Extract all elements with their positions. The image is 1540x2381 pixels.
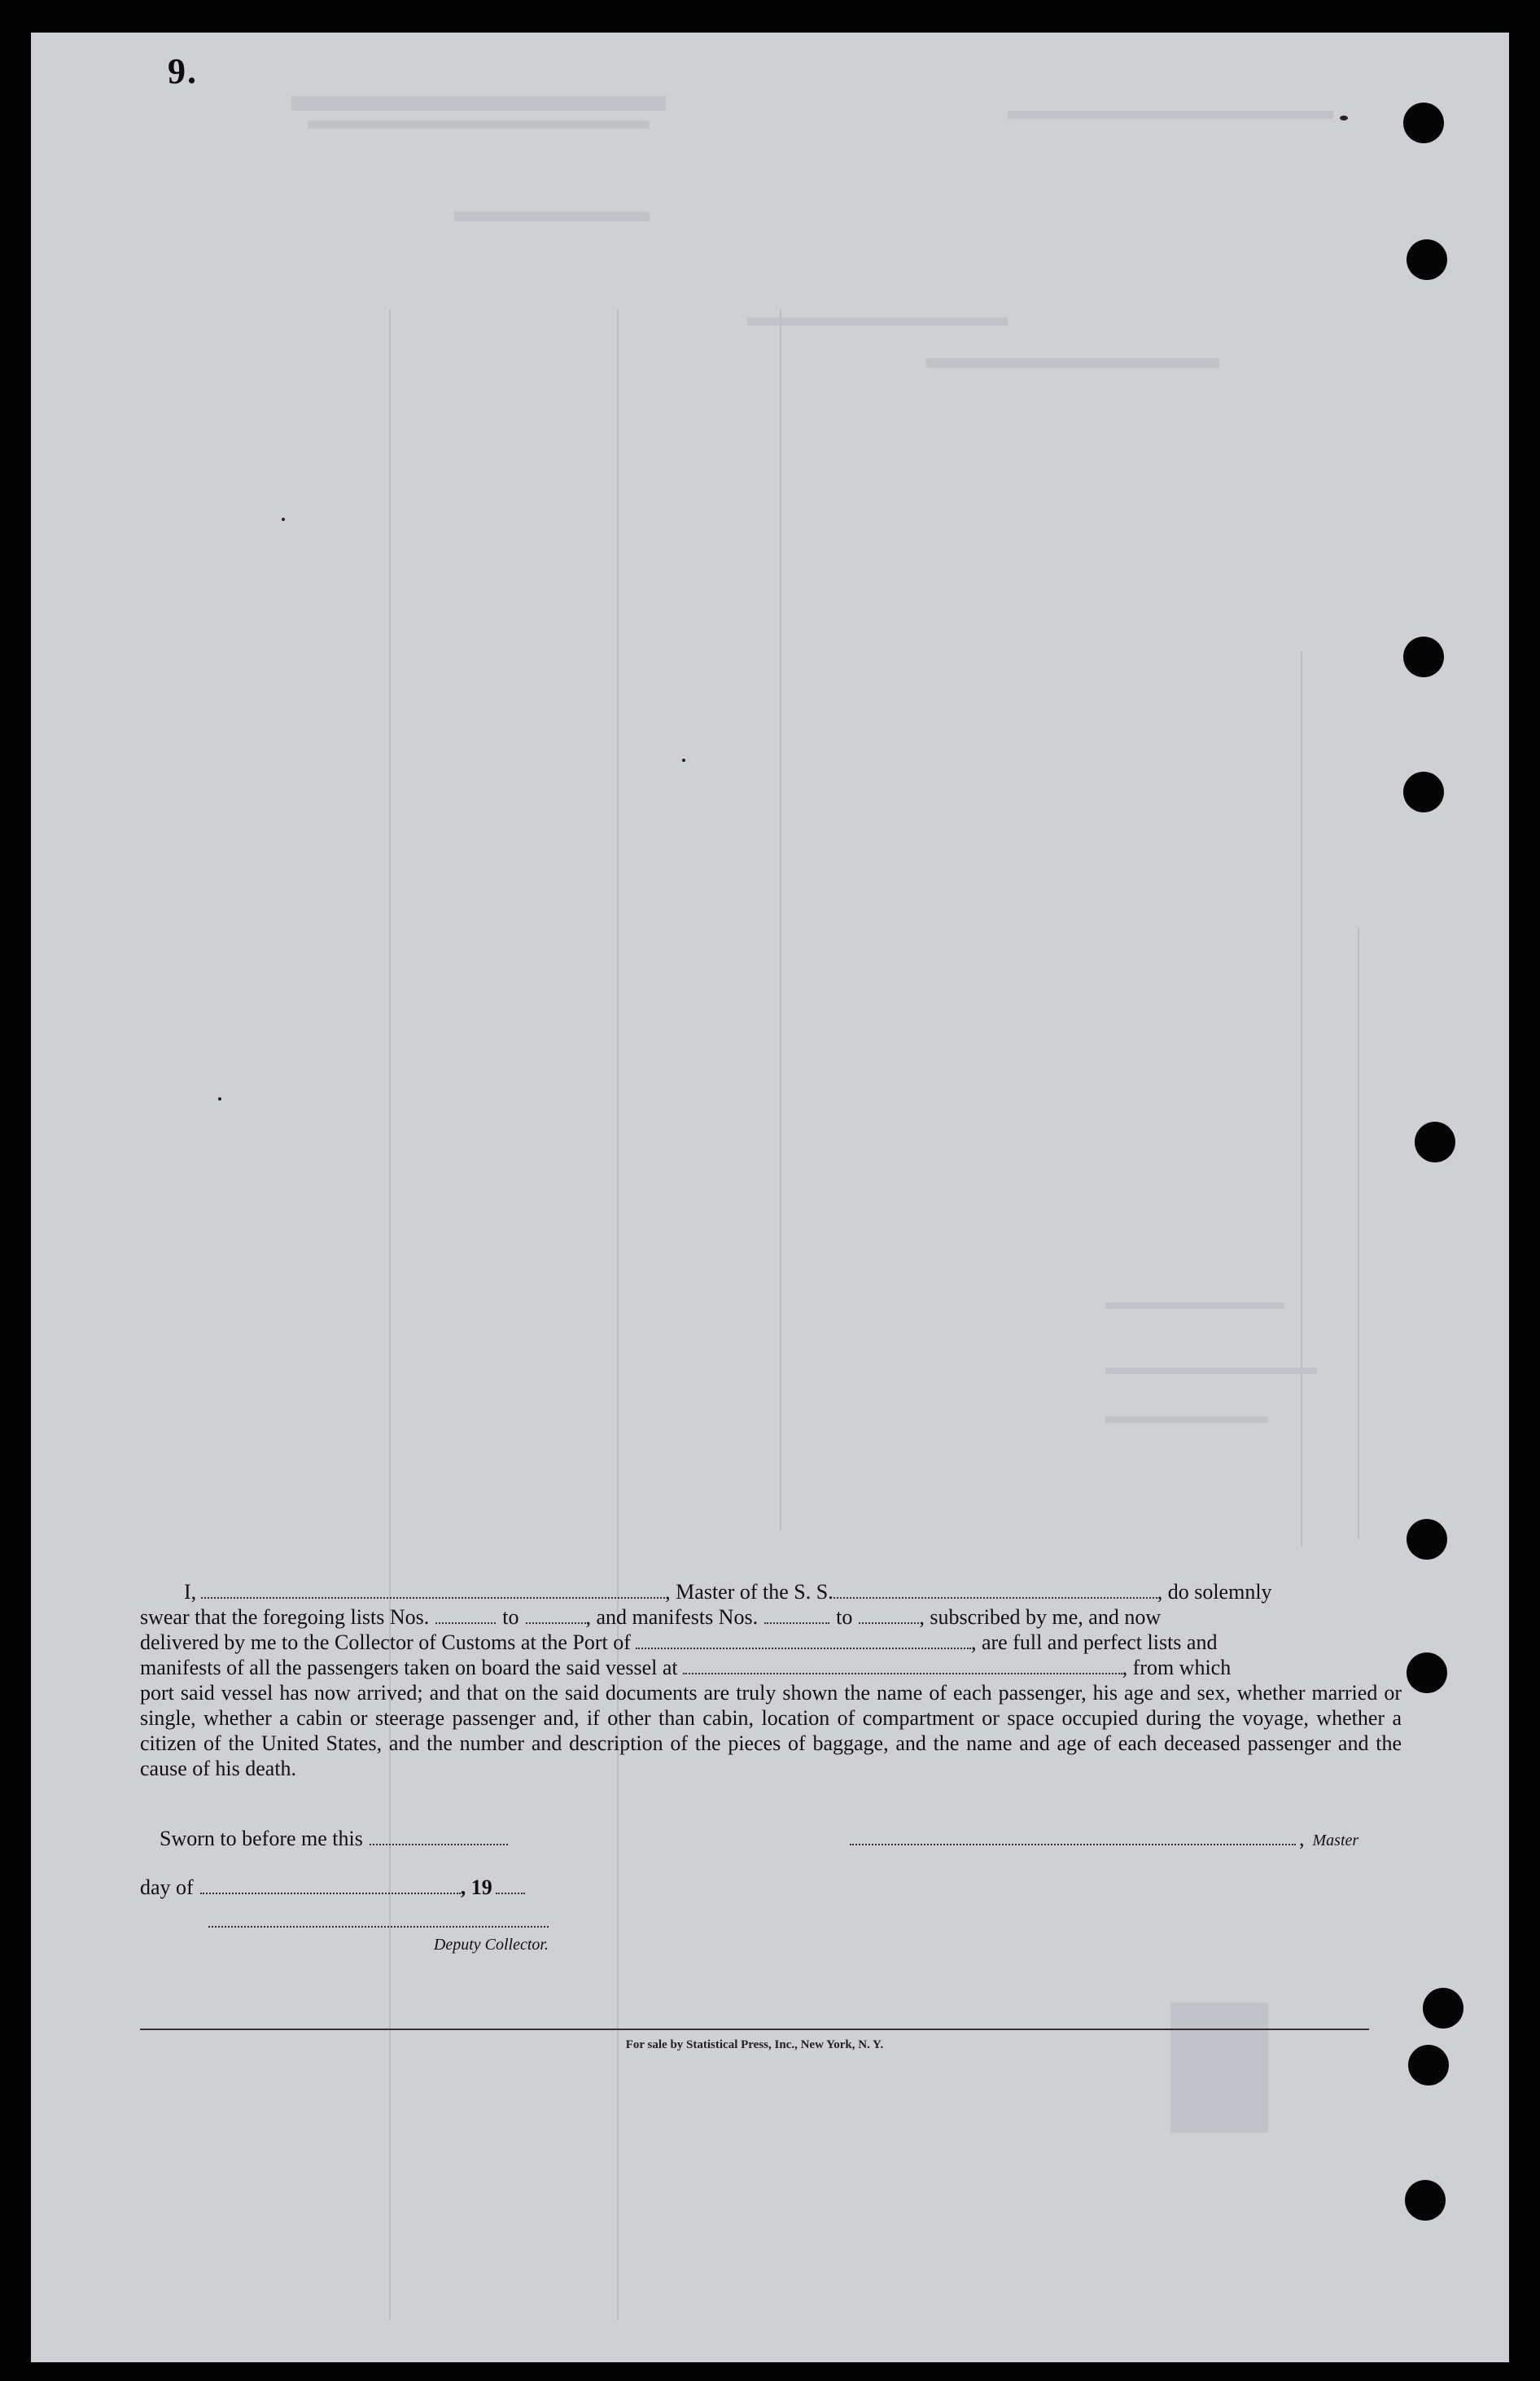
oath-line-3	[140, 1630, 1402, 1655]
punch-hole	[1405, 2180, 1446, 2221]
punch-hole	[1407, 1519, 1447, 1560]
manifest-from-field[interactable]	[764, 1606, 829, 1624]
ink-speck	[1340, 116, 1348, 120]
bleed-through-mark	[1105, 1302, 1284, 1309]
master-signature-field[interactable]	[850, 1827, 1296, 1845]
sworn-label: Sworn to before me this	[160, 1827, 363, 1850]
port-field[interactable]	[636, 1631, 971, 1649]
bleed-through-header	[747, 317, 1008, 326]
printer-imprint: For sale by Statistical Press, Inc., New York, N. Y.	[625, 2038, 884, 2051]
list-to-field[interactable]	[526, 1606, 586, 1624]
bleed-through-rule	[389, 309, 391, 2320]
ink-speck	[218, 1097, 221, 1101]
ink-speck	[282, 518, 285, 521]
punch-hole	[1407, 1652, 1447, 1693]
bleed-through-header	[308, 120, 650, 129]
ink-speck	[682, 759, 685, 762]
bleed-through-rule	[1358, 928, 1359, 1538]
oath-text: , Master of the S. S.	[665, 1580, 833, 1604]
oath-text: , subscribed by me, and now	[919, 1605, 1162, 1629]
oath-line-2	[140, 1604, 1402, 1630]
punch-hole	[1407, 239, 1447, 280]
oath-text: , and manifests Nos.	[585, 1605, 759, 1629]
punch-hole	[1408, 2045, 1449, 2086]
oath-text: I,	[184, 1580, 197, 1604]
oath-paragraph	[140, 1579, 1402, 1781]
master-signature-row: , Master	[850, 1827, 1358, 1851]
page-number: 9.	[168, 51, 198, 91]
sworn-row	[160, 1827, 508, 1851]
footer-rule	[140, 2029, 1369, 2030]
oath-text: , do solemnly	[1157, 1580, 1272, 1604]
manifest-to-field[interactable]	[859, 1606, 919, 1624]
deputy-row	[208, 1910, 549, 1954]
bleed-through-mark	[1105, 1416, 1268, 1423]
day-of-label: day of	[140, 1875, 194, 1899]
bleed-through-header	[291, 96, 666, 111]
punch-hole	[1403, 772, 1444, 812]
year-prefix-label: , 19	[460, 1875, 492, 1899]
oath-text: , are full and perfect lists and	[970, 1630, 1218, 1654]
master-name-field[interactable]	[201, 1581, 665, 1599]
bleed-through-mark	[1105, 1368, 1317, 1374]
master-label: Master	[1312, 1832, 1359, 1849]
day-of-row	[140, 1875, 525, 1900]
bleed-through-header	[926, 358, 1219, 368]
oath-line-4	[140, 1655, 1402, 1680]
punch-hole	[1403, 637, 1444, 677]
oath-text: swear that the foregoing lists Nos.	[140, 1605, 430, 1629]
bleed-through-mark	[1170, 2002, 1268, 2133]
sworn-day-field[interactable]	[370, 1827, 508, 1845]
deputy-signature-field[interactable]	[208, 1910, 549, 1928]
oath-text: to	[836, 1605, 853, 1629]
bleed-through-rule	[617, 309, 619, 2320]
month-field[interactable]	[200, 1876, 461, 1894]
bleed-through-header	[1008, 111, 1333, 119]
ship-name-field[interactable]	[833, 1581, 1157, 1599]
bleed-through-header	[454, 212, 650, 221]
oath-text: to	[502, 1605, 519, 1629]
bleed-through-rule	[1301, 651, 1302, 1547]
punch-hole	[1403, 103, 1444, 143]
manifest-page	[31, 33, 1509, 2362]
oath-text: port said vessel has now arrived; and that on the said documents are truly shown the name of each passenger, his age and sex, whether married or single, whether a cabin or steerage passenger and, if other than cabin, location of compartment or space occupied during the voyage, whether a citizen of the United States, and the number and description of the pieces of baggage, and the name and age of each deceased passenger and the cause of his death.	[140, 1681, 1402, 1780]
oath-text: , from which	[1122, 1656, 1232, 1679]
list-from-field[interactable]	[435, 1606, 496, 1624]
oath-line-1	[140, 1579, 1402, 1604]
deputy-collector-label: Deputy Collector.	[433, 1936, 549, 1954]
oath-text: delivered by me to the Collector of Customs at the Port of	[140, 1630, 631, 1654]
punch-hole	[1415, 1122, 1455, 1162]
oath-text: manifests of all the passengers taken on board the said vessel at	[140, 1656, 678, 1679]
punch-hole	[1423, 1988, 1463, 2029]
year-field[interactable]	[496, 1876, 525, 1894]
bleed-through-rule	[780, 309, 781, 1530]
departure-port-field[interactable]	[683, 1657, 1122, 1674]
